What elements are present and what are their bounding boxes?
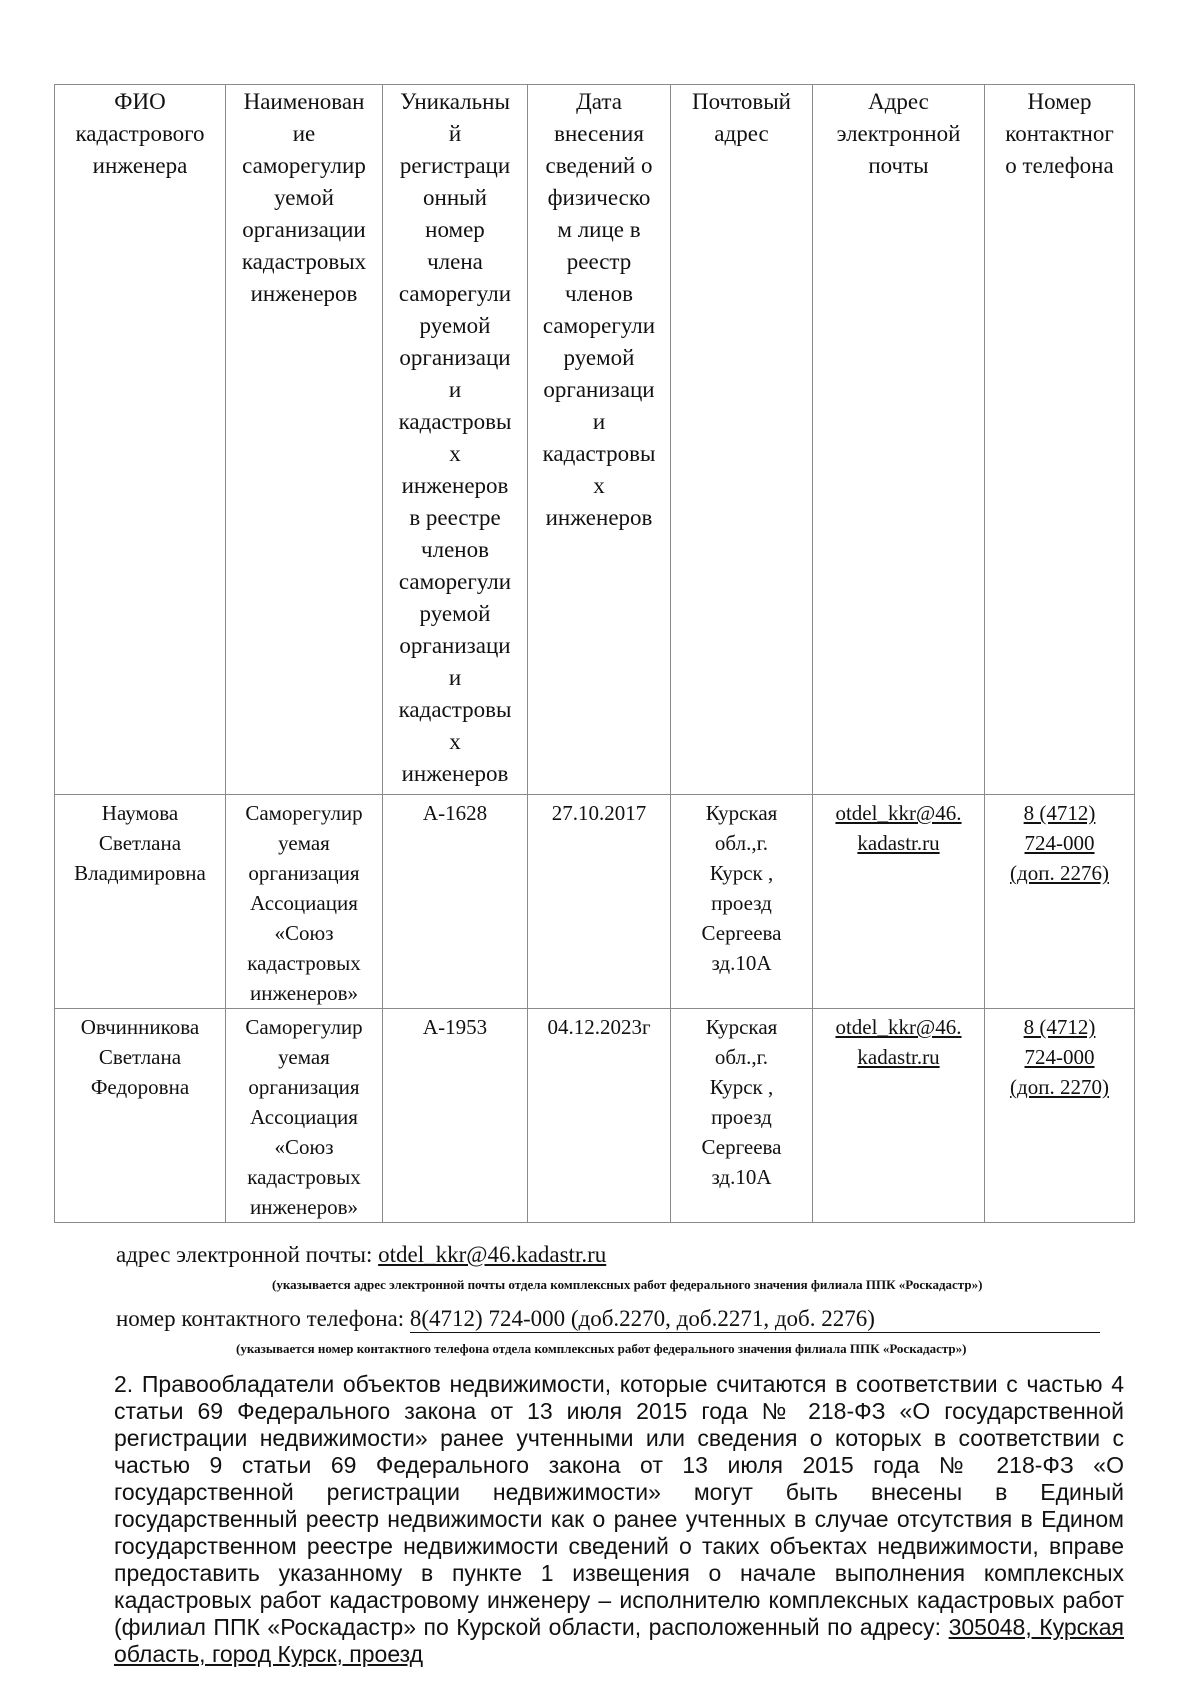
phone-note: (указывается номер контактного телефона отдела комплексных работ федерального значения филиала ППК «Роскадастр»): [236, 1341, 967, 1356]
cell-phone: 8 (4712) 724-000 (доп. 2270): [985, 1009, 1135, 1223]
cell-address: Курская обл.,г. Курск , проезд Сергеева зд.10А: [671, 795, 813, 1009]
phone-label: номер контактного телефона:: [116, 1306, 410, 1331]
cell-address: Курская обл.,г. Курск , проезд Сергеева зд.10А: [671, 1009, 813, 1223]
cell-date: 27.10.2017: [528, 795, 671, 1009]
cell-email-link[interactable]: otdel_kkr@46. kadastr.ru: [813, 795, 985, 1009]
cell-phone: 8 (4712) 724-000 (доп. 2276): [985, 795, 1135, 1009]
cell-email-link[interactable]: otdel_kkr@46. kadastr.ru: [813, 1009, 985, 1223]
paragraph-2-text: 2. Правообладатели объектов недвижимости, которые считаются в соответствии с частью 4 статьи 69 Федерального закона от 13 июля 2015 года № 218-ФЗ «О государственной регистрации недвижимости» ранее учтенными или сведения о которых в соответствии с частью 9 статьи 69 Федерального закона от 13 июля 2015 года № 218-ФЗ «О государственной регистрации недвижимости» могут быть внесены в Единый государственный реестр недвижимости как о ранее учтенных в случае отсутствия в Едином государственном реестре недвижимости сведений о таких объектах недвижимости, вправе предоставить указанному в пункте 1 извещения о начале выполнения комплексных кадастровых работ кадастровому инженеру – исполнителю комплексных кадастровых работ (филиал ППК «Роскадастр» по Курской области, расположенный по адресу:: [114, 1371, 1124, 1640]
paragraph-2-address: 305048, Курская область, город Курск, проезд: [114, 1614, 1124, 1667]
cell-org: Саморегулир уемая организация Ассоциация «Союз кадастровых инженеров»: [226, 795, 383, 1009]
phone-value: 8(4712) 724-000 (доб.2270, доб.2271, доб. 2276): [409, 1306, 875, 1331]
table-header-row: [55, 85, 1135, 795]
header-phone: Номер контактног о телефона: [985, 85, 1135, 795]
paragraph-2: [114, 1371, 1124, 1668]
email-line: [116, 1242, 606, 1268]
header-reg-number: Уникальны й регистраци онный номер члена саморегули руемой организаци и кадастровы х инженеров в реестре членов саморегули руемой организаци и кадастровы х инженеров: [383, 85, 528, 795]
header-date: Дата внесения сведений о физическо м лице в реестр членов саморегули руемой организаци и кадастровы х инженеров: [528, 85, 671, 795]
phone-line: [116, 1306, 1100, 1333]
cell-org: Саморегулир уемая организация Ассоциация «Союз кадастровых инженеров»: [226, 1009, 383, 1223]
header-sro-name: Наименован ие саморегулир уемой организации кадастровых инженеров: [226, 85, 383, 795]
header-fio: ФИО кадастрового инженера: [55, 85, 226, 795]
cell-reg-number: А-1628: [383, 795, 528, 1009]
cadastral-engineers-table: [54, 84, 1135, 1223]
cell-reg-number: А-1953: [383, 1009, 528, 1223]
header-postal-address: Почтовый адрес: [671, 85, 813, 795]
cell-date: 04.12.2023г: [528, 1009, 671, 1223]
cell-name: Наумова Светлана Владимировна: [55, 795, 226, 1009]
email-label: адрес электронной почты:: [116, 1242, 379, 1267]
email-value-link[interactable]: otdel_kkr@46.kadastr.ru: [378, 1242, 607, 1267]
table-row: [55, 1009, 1135, 1223]
header-email: Адрес электронной почты: [813, 85, 985, 795]
cell-name: Овчинникова Светлана Федоровна: [55, 1009, 226, 1223]
table-row: [55, 795, 1135, 1009]
phone-value-underline: [410, 1306, 1100, 1333]
email-note: (указывается адрес электронной почты отдела комплексных работ федерального значения филиала ППК «Роскадастр»): [272, 1277, 983, 1292]
